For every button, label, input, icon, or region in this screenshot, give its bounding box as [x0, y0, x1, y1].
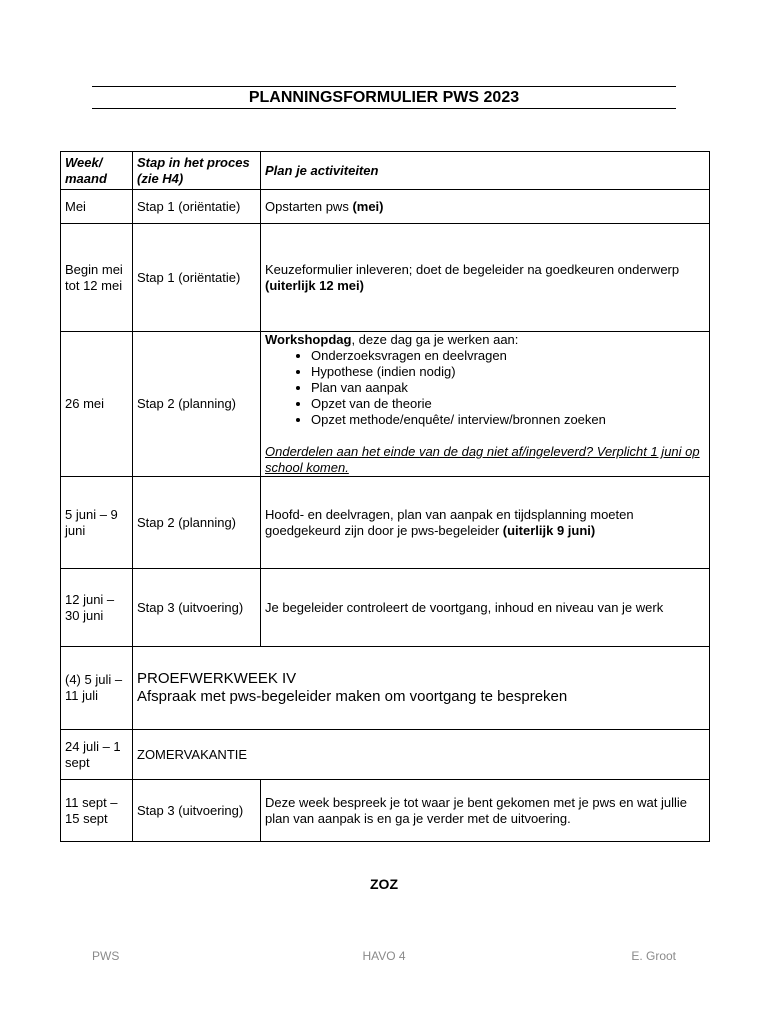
list-item: • Hypothese (indien nodig) [311, 364, 705, 380]
merged-cell [133, 647, 710, 730]
list-item: • Onderzoeksvragen en deelvragen [311, 348, 705, 364]
workshop-note: Onderdelen aan het einde van de dag niet af/ingeleverd? Verplicht 1 juni op school komen. [265, 444, 700, 475]
step-cell: Stap 1 (oriëntatie) [133, 190, 261, 224]
workshop-bullet-list [265, 348, 705, 428]
week-cell: 12 juni – 30 juni [61, 569, 133, 647]
week-cell: Begin mei tot 12 mei [61, 224, 133, 332]
footer-center: HAVO 4 [362, 949, 406, 963]
table-row [61, 477, 710, 569]
table-row [61, 569, 710, 647]
plan-cell: Je begeleider controleert de voortgang, inhoud en niveau van je werk [261, 569, 710, 647]
step-cell: Stap 3 (uitvoering) [133, 780, 261, 842]
footer-right: E. Groot [631, 949, 676, 963]
document-title: PLANNINGSFORMULIER PWS 2023 [248, 89, 520, 106]
header-plan: Plan je activiteiten [261, 152, 710, 190]
merged-cell: ZOMERVAKANTIE [133, 730, 710, 780]
workshop-intro: Workshopdag, deze dag ga je werken aan: [265, 332, 519, 347]
table-row [61, 647, 710, 730]
table-row [61, 190, 710, 224]
header-step: Stap in het proces (zie H4) [133, 152, 261, 190]
table-row [61, 780, 710, 842]
list-item: • Plan van aanpak [311, 380, 705, 396]
exam-week-label: PROEFWERKWEEK IV [137, 670, 297, 687]
plan-cell: Opstarten pws (mei) [261, 190, 710, 224]
plan-cell: Keuzeformulier inleveren; doet de begeleider na goedkeuren onderwerp (uiterlijk 12 mei) [261, 224, 710, 332]
table-row [61, 332, 710, 477]
week-cell: Mei [61, 190, 133, 224]
step-cell: Stap 2 (planning) [133, 332, 261, 477]
exam-week-appointment: Afspraak met pws-begeleider maken om voortgang te bespreken [137, 688, 568, 705]
week-cell: 26 mei [61, 332, 133, 477]
step-cell: Stap 2 (planning) [133, 477, 261, 569]
list-item: • Opzet methode/enquête/ interview/bronnen zoeken [311, 412, 705, 428]
footer-left: PWS [92, 949, 120, 963]
plan-cell [261, 332, 710, 477]
week-cell: 24 juli – 1 sept [61, 730, 133, 780]
table-row [61, 730, 710, 780]
table-row [61, 224, 710, 332]
step-cell: Stap 1 (oriëntatie) [133, 224, 261, 332]
plan-cell: Hoofd- en deelvragen, plan van aanpak en tijdsplanning moeten goedgekeurd zijn door je pws-begeleider (uiterlijk 9 juni) [261, 477, 710, 569]
zoz-label: ZOZ [370, 876, 398, 892]
planning-table [60, 151, 710, 842]
week-cell: 11 sept – 15 sept [61, 780, 133, 842]
header-week: Week/ maand [61, 152, 133, 190]
table-header-row [61, 152, 710, 190]
step-cell: Stap 3 (uitvoering) [133, 569, 261, 647]
list-item: • Opzet van de theorie [311, 396, 705, 412]
week-cell: 5 juni – 9 juni [61, 477, 133, 569]
title-rule-bottom [92, 108, 676, 109]
title-rule-top [92, 86, 676, 87]
week-cell: (4) 5 juli – 11 juli [61, 647, 133, 730]
plan-cell: Deze week bespreek je tot waar je bent gekomen met je pws en wat jullie plan van aanpak is en ga je verder met de uitvoering. [261, 780, 710, 842]
